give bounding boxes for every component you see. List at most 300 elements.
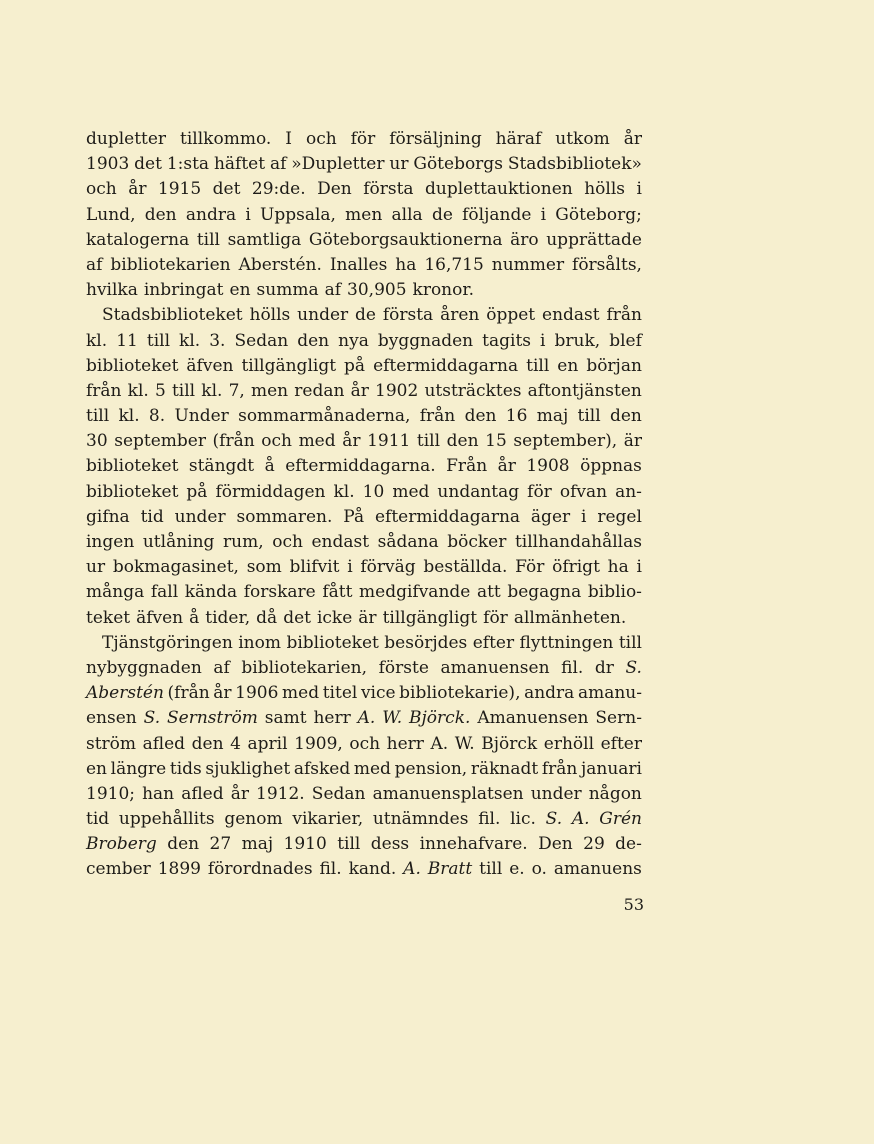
word: 1909, bbox=[294, 733, 343, 754]
word: å bbox=[264, 456, 275, 477]
text-line bbox=[86, 732, 642, 757]
word: efter bbox=[472, 632, 515, 653]
word: 3. bbox=[209, 330, 226, 351]
word: Göteborg; bbox=[555, 204, 642, 225]
word: samt bbox=[264, 708, 307, 729]
word: hvilka bbox=[86, 280, 138, 301]
word: september bbox=[114, 431, 206, 452]
text-line bbox=[86, 404, 642, 429]
word: till bbox=[146, 330, 171, 351]
word: Aberstén. bbox=[238, 254, 322, 275]
word: Aberstén bbox=[86, 683, 164, 704]
word: 1910 bbox=[283, 834, 327, 855]
word: biblioteket bbox=[86, 355, 179, 376]
word: från bbox=[606, 305, 642, 326]
word: 1903 bbox=[86, 154, 130, 175]
word: afled bbox=[142, 733, 186, 754]
word: med bbox=[392, 481, 430, 502]
page-number: 53 bbox=[623, 895, 644, 914]
word: tillhandahållas bbox=[514, 532, 642, 552]
word: de bbox=[355, 305, 376, 326]
word: och bbox=[305, 129, 337, 149]
word: (från bbox=[212, 431, 255, 452]
word: till bbox=[196, 229, 220, 250]
word: kl. bbox=[127, 380, 149, 401]
text-line bbox=[86, 782, 642, 807]
word: häftet bbox=[213, 154, 266, 175]
word: att bbox=[476, 582, 501, 603]
word: Den bbox=[317, 179, 352, 200]
word: följande bbox=[462, 204, 532, 225]
word: eftermiddagarna bbox=[374, 506, 521, 527]
word: Broberg bbox=[86, 834, 157, 855]
body-text bbox=[86, 127, 642, 883]
word: 16 bbox=[505, 406, 528, 427]
word: till bbox=[526, 355, 550, 376]
word: bibliotekarien bbox=[110, 254, 231, 275]
word: i bbox=[636, 557, 642, 578]
word: biblioteket bbox=[286, 632, 379, 653]
word: 1912. bbox=[256, 783, 305, 804]
word: en bbox=[86, 758, 108, 779]
word: 1906 bbox=[235, 683, 279, 704]
text-line bbox=[86, 303, 642, 328]
word: för bbox=[483, 607, 508, 628]
word: lic. bbox=[510, 809, 536, 830]
word: 30,905 bbox=[347, 280, 407, 301]
word: för bbox=[527, 481, 552, 502]
word: kronor. bbox=[412, 280, 475, 301]
word: ensen bbox=[86, 708, 137, 729]
word: början bbox=[586, 355, 642, 376]
word: tider, bbox=[205, 607, 251, 628]
word: maj bbox=[241, 834, 274, 855]
text-line bbox=[86, 606, 642, 631]
word: det bbox=[212, 179, 241, 200]
word: förste bbox=[378, 657, 429, 678]
word: 1902 bbox=[375, 380, 419, 401]
word: af bbox=[213, 657, 230, 678]
word: nybyggnaden bbox=[86, 657, 202, 678]
word: fil. bbox=[319, 859, 342, 880]
word: S. bbox=[625, 657, 642, 678]
word: 11 bbox=[116, 330, 138, 351]
word: försålts, bbox=[572, 254, 642, 275]
word: Stadsbibliotek» bbox=[507, 154, 642, 175]
word: den bbox=[609, 406, 642, 427]
word: andra bbox=[185, 204, 237, 225]
word: 5 bbox=[154, 380, 166, 401]
word: i bbox=[540, 330, 546, 351]
word: böcker bbox=[447, 532, 507, 552]
word: upprättade bbox=[546, 229, 642, 250]
word: hölls bbox=[249, 305, 291, 326]
word: Göteborgsauktionerna bbox=[308, 229, 503, 250]
word: ingen bbox=[86, 532, 135, 552]
word: ha bbox=[395, 254, 417, 275]
text-line bbox=[86, 757, 642, 782]
word: det bbox=[134, 154, 162, 175]
word: duplettauktionen bbox=[425, 179, 573, 200]
word: Björck. bbox=[409, 708, 471, 729]
word: undantag bbox=[437, 481, 520, 502]
word: men bbox=[345, 204, 383, 225]
text-line bbox=[86, 530, 642, 555]
word: allmänheten. bbox=[513, 607, 627, 628]
word: gifna bbox=[86, 506, 130, 527]
word: an- bbox=[615, 481, 642, 502]
word: innehafvare. bbox=[419, 834, 528, 855]
word: å bbox=[189, 607, 200, 628]
word: På bbox=[343, 506, 365, 527]
word: beställda. bbox=[423, 557, 508, 578]
word: af bbox=[269, 154, 287, 175]
word: alla bbox=[391, 204, 423, 225]
word: katalogerna bbox=[86, 229, 190, 250]
word: till bbox=[577, 406, 601, 427]
word: inbringat bbox=[143, 280, 224, 301]
word: år bbox=[342, 431, 361, 452]
word: ur bbox=[86, 557, 106, 578]
word: Sern- bbox=[595, 708, 642, 729]
word: icke bbox=[316, 607, 353, 628]
word: inom bbox=[238, 632, 281, 653]
word: kl. bbox=[179, 330, 201, 351]
word: med bbox=[282, 683, 320, 704]
word: öppnas bbox=[580, 456, 642, 477]
word: med bbox=[353, 758, 391, 779]
text-line bbox=[86, 379, 642, 404]
word: summa bbox=[256, 280, 319, 301]
word: forskare bbox=[243, 582, 316, 603]
word: de bbox=[431, 204, 453, 225]
word: längre bbox=[110, 758, 167, 779]
text-line bbox=[86, 857, 642, 882]
word: den bbox=[297, 330, 330, 351]
text-line bbox=[86, 454, 642, 479]
word: I bbox=[285, 129, 292, 149]
word: en bbox=[229, 280, 251, 301]
word: april bbox=[247, 733, 288, 754]
word: i bbox=[581, 506, 587, 527]
word: första bbox=[363, 179, 414, 200]
text-line bbox=[86, 329, 642, 354]
word: 27 bbox=[209, 834, 232, 855]
word: i bbox=[245, 204, 251, 225]
text-line bbox=[86, 127, 642, 152]
word: 16,715 bbox=[424, 254, 484, 275]
word: bokmagasinet, bbox=[112, 557, 239, 578]
word: då bbox=[256, 607, 278, 628]
text-line bbox=[86, 631, 642, 656]
word: i bbox=[540, 204, 547, 225]
text-line bbox=[86, 152, 642, 177]
text-line bbox=[86, 807, 642, 832]
word: 1:sta bbox=[166, 154, 210, 175]
text-line bbox=[86, 681, 642, 706]
word: äfven bbox=[186, 355, 234, 376]
word: många bbox=[86, 582, 145, 603]
word: förordnades bbox=[207, 859, 313, 880]
word: och bbox=[261, 431, 292, 452]
word: men bbox=[250, 380, 289, 401]
word: från bbox=[86, 380, 122, 401]
text-line bbox=[86, 177, 642, 202]
word: (från bbox=[167, 683, 210, 704]
text-line bbox=[86, 555, 642, 580]
word: 10 bbox=[362, 481, 385, 502]
word: i bbox=[347, 557, 353, 578]
word: den bbox=[191, 733, 224, 754]
word: på bbox=[344, 355, 366, 376]
word: till bbox=[86, 406, 110, 427]
word: erhöll bbox=[543, 733, 595, 754]
word: 1911 bbox=[367, 431, 411, 452]
word: medgifvande bbox=[359, 582, 471, 603]
word: förmiddagen bbox=[215, 481, 326, 502]
word: till bbox=[618, 632, 642, 653]
word: stängdt bbox=[188, 456, 255, 477]
word: fått bbox=[322, 582, 353, 603]
word: sommarmånaderna, bbox=[238, 406, 411, 427]
word: 8. bbox=[148, 406, 166, 427]
word: förväg bbox=[360, 557, 416, 578]
word: en bbox=[557, 355, 579, 376]
word: med bbox=[298, 431, 336, 452]
word: utnämndes bbox=[372, 809, 469, 830]
word: nummer bbox=[491, 254, 565, 275]
word: Under bbox=[174, 406, 229, 427]
word: tid bbox=[86, 809, 110, 830]
word: kända bbox=[184, 582, 238, 603]
word: försäljning bbox=[389, 129, 482, 149]
word: ofvan bbox=[559, 481, 608, 502]
text-line bbox=[86, 832, 642, 857]
word: för bbox=[350, 129, 376, 149]
word: på bbox=[186, 481, 208, 502]
word: titel bbox=[322, 683, 358, 704]
word: den bbox=[464, 406, 497, 427]
text-line bbox=[86, 278, 642, 303]
word: år bbox=[350, 380, 369, 401]
word: någon bbox=[588, 783, 642, 804]
text-line bbox=[86, 203, 642, 228]
word: bruk, bbox=[554, 330, 601, 351]
word: cember bbox=[86, 859, 151, 880]
text-line bbox=[86, 253, 642, 278]
word: kl. bbox=[201, 380, 223, 401]
word: fall bbox=[150, 582, 179, 603]
word: Inalles bbox=[329, 254, 388, 275]
word: redan bbox=[294, 380, 345, 401]
word: eftermiddagarna bbox=[373, 355, 519, 376]
word: Sernström bbox=[167, 708, 258, 729]
word: åren bbox=[440, 305, 480, 326]
word: är bbox=[358, 607, 377, 628]
word: under bbox=[174, 506, 226, 527]
word: öppet bbox=[486, 305, 536, 326]
text-line bbox=[86, 429, 642, 454]
word: 1908 bbox=[526, 456, 570, 477]
word: pension, bbox=[394, 758, 468, 779]
word: af bbox=[324, 280, 342, 301]
word: För bbox=[515, 557, 545, 578]
word: i bbox=[636, 179, 642, 200]
word: vice bbox=[360, 683, 396, 704]
word: biblio- bbox=[587, 582, 642, 603]
word: från bbox=[541, 758, 578, 779]
word: till bbox=[337, 834, 361, 855]
word: andra bbox=[524, 683, 575, 704]
word: af bbox=[86, 254, 103, 275]
word: herr bbox=[386, 733, 424, 754]
word: år bbox=[213, 683, 232, 704]
word: Sedan bbox=[234, 330, 289, 351]
word: nya bbox=[338, 330, 369, 351]
word: Lund, bbox=[86, 204, 136, 225]
word: kand. bbox=[348, 859, 397, 880]
word: »Dupletter bbox=[291, 154, 385, 175]
word: flyttningen bbox=[519, 632, 614, 653]
word: och bbox=[349, 733, 381, 754]
word: 30 bbox=[86, 431, 108, 452]
word: till bbox=[171, 380, 196, 401]
word: sådana bbox=[377, 532, 439, 552]
word: amanuensen bbox=[440, 657, 550, 678]
word: Från bbox=[446, 456, 488, 477]
word: första bbox=[382, 305, 434, 326]
word: genom bbox=[224, 809, 283, 830]
word: Tjänstgöringen bbox=[102, 632, 233, 653]
word: begagna bbox=[507, 582, 582, 603]
word: som bbox=[246, 557, 282, 578]
word: 15 bbox=[485, 431, 507, 452]
word: utlåning bbox=[142, 532, 215, 552]
word: och bbox=[272, 532, 303, 552]
word: fil. bbox=[561, 657, 584, 678]
word: september), bbox=[513, 431, 618, 452]
word: häraf bbox=[495, 129, 542, 149]
word: Stadsbiblioteket bbox=[102, 305, 243, 326]
word: amanuens bbox=[553, 859, 642, 880]
word: äfven bbox=[136, 607, 184, 628]
word: äger bbox=[530, 506, 571, 527]
word: ha bbox=[607, 557, 629, 578]
word: Uppsala, bbox=[260, 204, 336, 225]
word: han bbox=[142, 783, 175, 804]
text-line bbox=[86, 656, 642, 681]
word: W. bbox=[454, 733, 475, 754]
word: utkom bbox=[555, 129, 610, 149]
word: Göteborgs bbox=[413, 154, 503, 175]
word: 1915 bbox=[157, 179, 202, 200]
word: tillgängligt bbox=[382, 607, 478, 628]
word: A. bbox=[430, 733, 449, 754]
word: regel bbox=[597, 506, 642, 527]
word: utsträcktes bbox=[424, 380, 522, 401]
word: 29 bbox=[583, 834, 605, 855]
word: januari bbox=[580, 758, 642, 779]
word: de- bbox=[615, 834, 642, 855]
word: och bbox=[86, 179, 117, 200]
word: maj bbox=[536, 406, 569, 427]
word: kl. bbox=[118, 406, 140, 427]
word: år bbox=[497, 456, 516, 477]
text-line bbox=[86, 354, 642, 379]
word: år bbox=[623, 129, 642, 149]
word: 4 bbox=[230, 733, 241, 754]
word: teket bbox=[86, 607, 131, 628]
word: bibliotekarien, bbox=[241, 657, 368, 678]
word: kl. bbox=[86, 330, 108, 351]
word: byggnaden bbox=[377, 330, 474, 351]
word: till bbox=[479, 859, 503, 880]
text-line bbox=[86, 228, 642, 253]
word: ur bbox=[389, 154, 409, 175]
word: A. bbox=[357, 708, 376, 729]
word: amanu- bbox=[577, 683, 642, 704]
word: tid bbox=[140, 506, 164, 527]
word: räknadt bbox=[470, 758, 539, 779]
text-line bbox=[86, 505, 642, 530]
word: kl. bbox=[333, 481, 355, 502]
word: ström bbox=[86, 733, 137, 754]
word: Sedan bbox=[311, 783, 366, 804]
word: Grén bbox=[599, 809, 642, 830]
word: är bbox=[623, 431, 642, 452]
word: biblioteket bbox=[86, 456, 179, 477]
word: tagits bbox=[482, 330, 531, 351]
word: tillgängligt bbox=[241, 355, 337, 376]
word: S. bbox=[143, 708, 161, 729]
word: tids bbox=[169, 758, 202, 779]
word: besörjdes bbox=[384, 632, 468, 653]
word: herr bbox=[313, 708, 351, 729]
word: Amanuensen bbox=[477, 708, 589, 729]
word: samtliga bbox=[227, 229, 302, 250]
word: blifvit bbox=[289, 557, 340, 578]
word: uppehållits bbox=[118, 809, 215, 830]
word: endast bbox=[311, 532, 370, 552]
word: S. bbox=[545, 809, 563, 830]
word: efter bbox=[600, 733, 642, 754]
word: Björck bbox=[481, 733, 538, 754]
word: o. bbox=[531, 859, 547, 880]
word: bibliotekarie), bbox=[399, 683, 521, 704]
text-line bbox=[86, 580, 642, 605]
word: amanuensplatsen bbox=[372, 783, 524, 804]
word: aftontjänsten bbox=[527, 380, 642, 401]
word: vikarier, bbox=[292, 809, 364, 830]
word: dess bbox=[370, 834, 410, 855]
word: afsked bbox=[293, 758, 351, 779]
word: hölls bbox=[584, 179, 626, 200]
word: tillkommo. bbox=[180, 129, 272, 149]
word: dupletter bbox=[86, 129, 167, 149]
word: det bbox=[283, 607, 311, 628]
word: 1910; bbox=[86, 783, 135, 804]
word: äro bbox=[510, 229, 539, 250]
word: blef bbox=[609, 330, 642, 351]
word: eftermiddagarna. bbox=[285, 456, 436, 477]
word: år bbox=[230, 783, 249, 804]
text-line bbox=[86, 480, 642, 505]
word: den bbox=[144, 204, 177, 225]
word: under bbox=[297, 305, 349, 326]
word: biblioteket bbox=[86, 481, 179, 502]
text-line bbox=[86, 706, 642, 731]
word: till bbox=[416, 431, 441, 452]
